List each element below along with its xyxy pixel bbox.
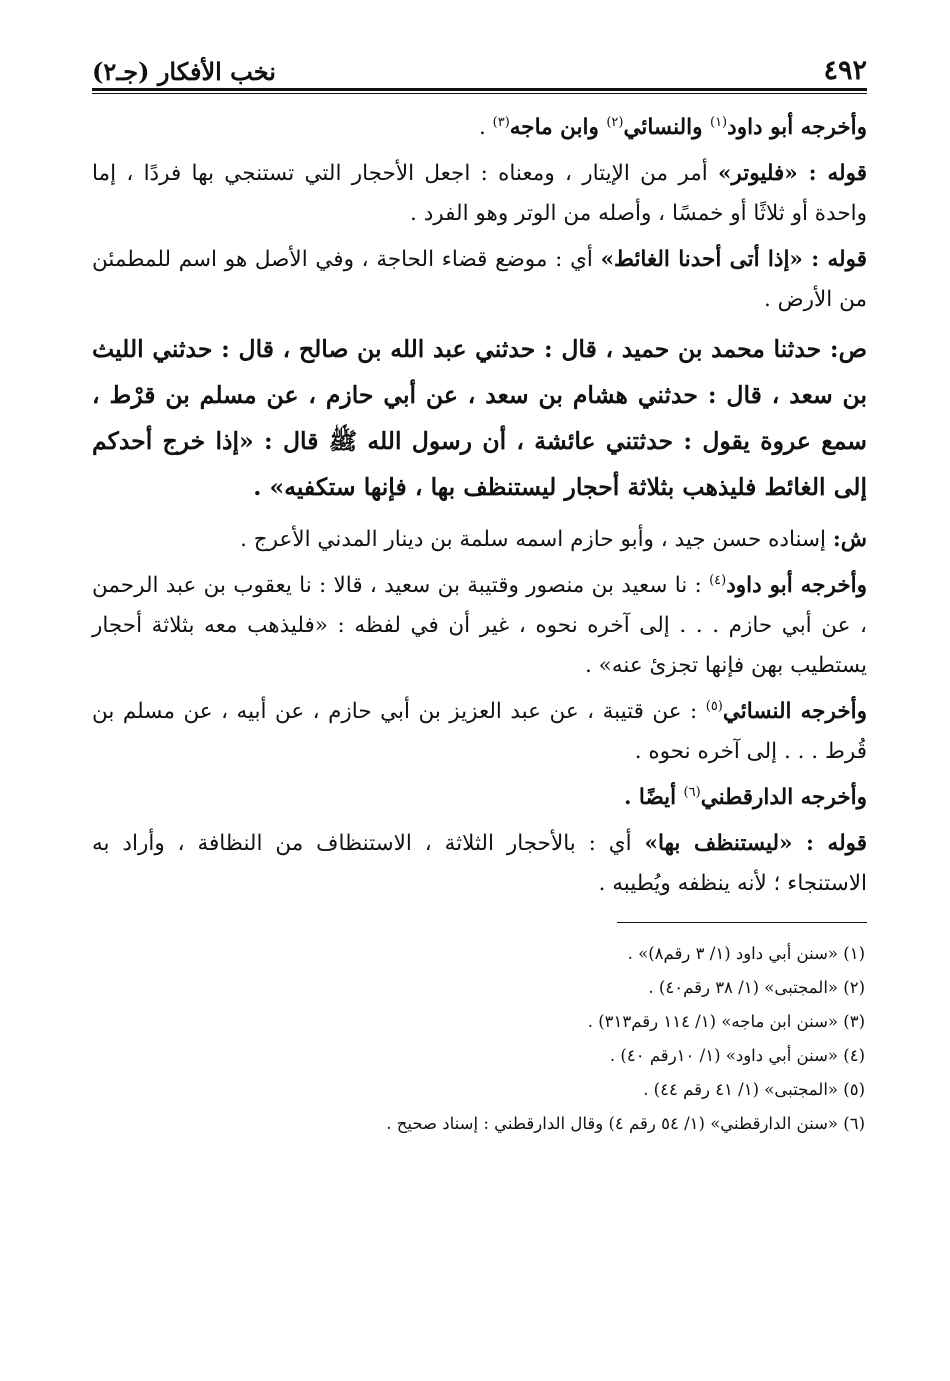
paragraph-lead: وأخرجه النسائي — [722, 699, 867, 724]
paragraph-text: إسناده حسن جيد ، وأبو حازم اسمه سلمة بن دينار المدني الأعرج . — [240, 527, 833, 552]
footnote-ref: (٥) — [705, 698, 723, 714]
paragraph-text: : عن قتيبة ، عن عبد العزيز بن أبي حازم ، عن أبيه ، عن مسلم بن قُرط . . . إلى آخره نحوه . — [92, 699, 867, 764]
paragraph-lead: ص: — [829, 335, 867, 363]
paragraph-lead: قوله : «ليستنظف بها» — [644, 831, 868, 856]
paragraph-text: حدثنا محمد بن حميد ، قال : حدثني عبد الله بن صالح ، قال : حدثني الليث بن سعد ، قال : حدثني هشام بن سعد ، عن أبي حازم ، عن مسلم بن قرْط ، سمع عروة يقول : حدثتني عائشة ، أن رسول الله ﷺ قال : «إذا خرج أحدكم إلى الغائط فليذهب بثلاثة أحجار ليستنظف بها ، فإنها ستكفيه» . — [92, 335, 867, 501]
footnote-ref: (١) — [709, 114, 728, 130]
paragraph-lead: قوله : «فليوتر» — [717, 161, 867, 186]
footnotes — [92, 937, 867, 1141]
footnote-2: (٢) «المجتبى» (١/ ٣٨ رقم٤٠) . — [648, 978, 865, 997]
book-page — [92, 40, 867, 1141]
footnote-5: (٥) «المجتبى» (١/ ٤١ رقم ٤٤) . — [643, 1080, 865, 1099]
page-number: ٤٩٢ — [823, 55, 867, 86]
header-rule-thick — [92, 88, 867, 91]
paragraph-takhrij-nasai — [92, 692, 867, 772]
paragraph-sharh — [92, 520, 867, 560]
running-title: نخب الأفكار (جـ٢) — [92, 57, 276, 86]
paragraph-takhrij-abu-dawud — [92, 566, 867, 686]
paragraph-takhrij-daraqutni — [92, 778, 867, 818]
paragraph-text: أي : بالأحجار الثلاثة ، الاستنظاف من النظافة ، وأراد به الاستنجاء ؛ لأنه ينظفه ويُطيبه . — [92, 831, 867, 896]
footnote-1: (١) «سنن أبي داود (١/ ٣ رقم٨)» . — [627, 944, 865, 963]
paragraph-hadith-text — [92, 326, 867, 510]
footnote-ref: (٤) — [709, 572, 727, 588]
paragraph-text: أي : موضع قضاء الحاجة ، وفي الأصل هو اسم للمطمئن من الأرض . — [92, 247, 867, 312]
paragraph-lead: وأخرجه الدارقطني — [700, 785, 867, 810]
paragraph-lead: ش: — [832, 527, 867, 552]
footnote-ref: (٢) — [606, 114, 624, 130]
footnote-ref: (٦) — [683, 784, 701, 800]
paragraph-takhrij-1 — [92, 108, 867, 148]
paragraph-lead: وابن ماجه — [509, 115, 607, 140]
paragraph-lead: والنسائي — [623, 115, 710, 140]
paragraph-fal-yutir — [92, 154, 867, 234]
paragraph-lead: قوله : «إذا أتى أحدنا الغائط» — [600, 247, 867, 272]
paragraph-text: . — [478, 115, 493, 140]
paragraph-al-ghait — [92, 240, 867, 320]
paragraph-li-yastanzif — [92, 824, 867, 904]
footnote-ref: (٣) — [492, 114, 510, 130]
main-text — [92, 108, 867, 904]
paragraph-text: أمر من الإيتار ، ومعناه : اجعل الأحجار التي تستنجي بها فردًا ، إما واحدة أو ثلاثًا أو خمسًا ، وأصله من الوتر وهو الفرد . — [92, 161, 867, 226]
paragraph-lead: وأخرجه أبو داود — [726, 573, 867, 598]
paragraph-text: أيضًا . — [623, 785, 684, 810]
header-rule-thin — [92, 93, 867, 94]
paragraph-lead: وأخرجه أبو داود — [727, 115, 867, 140]
footnote-6: (٦) «سنن الدارقطني» (١/ ٥٤ رقم ٤) وقال الدارقطني : إسناد صحيح . — [386, 1114, 865, 1133]
footnote-3: (٣) «سنن ابن ماجه» (١/ ١١٤ رقم٣١٣) . — [587, 1012, 865, 1031]
paragraph-text: : نا سعيد بن منصور وقتيبة بن سعيد ، قالا : نا يعقوب بن عبد الرحمن ، عن أبي حازم . . . إلى آخره نحوه ، غير أن في لفظه : «فليذهب معه بثلاثة أحجار يستطيب بهن فإنها تجزئ عنه» . — [92, 573, 867, 678]
footnote-separator — [617, 922, 867, 923]
footnote-4: (٤) «سنن أبي داود» (١/ ١٠رقم ٤٠) . — [609, 1046, 865, 1065]
page-header — [92, 40, 867, 86]
